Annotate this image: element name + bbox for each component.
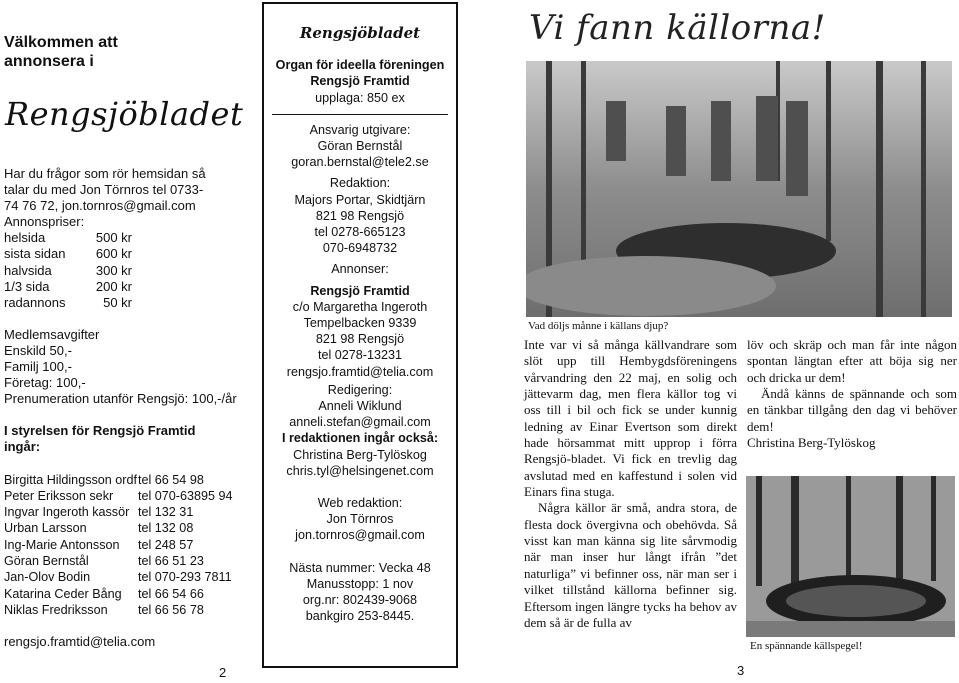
- board-member-row: [4, 569, 249, 585]
- fee-line: Företag: 100,-: [4, 375, 86, 391]
- next-issue: Nästa nummer: Vecka 48: [289, 560, 431, 575]
- board-member-row: [4, 504, 249, 520]
- photo-caption: En spännande källspegel!: [750, 640, 863, 652]
- contact-email: rengsjo.framtid@telia.com: [4, 634, 156, 650]
- member-name: Urban Larsson: [4, 521, 87, 536]
- board-member-row: [4, 520, 249, 536]
- price-label: helsida: [4, 230, 46, 246]
- organ-line: Organ för ideella föreningen: [275, 58, 445, 73]
- forest-group-photo: [526, 61, 952, 317]
- board-member-row: [4, 553, 249, 569]
- board-member-row: [4, 586, 249, 602]
- price-row: [4, 230, 249, 246]
- fee-line: Enskild 50,-: [4, 342, 72, 358]
- price-label: 1/3 sida: [4, 278, 50, 294]
- price-list: [4, 230, 249, 310]
- price-heading: Annonspriser:: [4, 214, 85, 230]
- price-row: [4, 246, 249, 262]
- member-name: Niklas Fredriksson: [4, 602, 108, 617]
- member-phone: tel 070-63895 94: [138, 488, 233, 503]
- member-name: Jan-Olov Bodin: [4, 570, 91, 585]
- masthead-title: Rengsjöbladet: [299, 24, 421, 42]
- contact-line: 74 76 72, jon.tornros@gmail.com: [4, 198, 196, 214]
- member-name: Katarina Ceder Bång: [4, 586, 122, 601]
- member-phone: tel 66 51 23: [138, 553, 204, 568]
- fee-heading: Medlemsavgifter: [4, 326, 100, 342]
- publisher-heading: Ansvarig utgivare:: [309, 122, 411, 137]
- member-phone: tel 66 56 78: [138, 602, 204, 617]
- price-row: [4, 263, 249, 279]
- photo-caption: Vad döljs månne i källans djup?: [528, 320, 669, 332]
- member-phone: tel 070-293 7811: [138, 570, 232, 585]
- price-label: halvsida: [4, 262, 52, 278]
- price-value: 600 kr: [95, 246, 132, 262]
- member-phone: tel 66 54 66: [138, 586, 204, 601]
- paragraph: Några källor är små, andra stora, de flesta dock övergivna och obehövda. Så visst kan man känna sig lite sårvmodig när man inser hur långt ifrån ”det naturliga” vi befinner oss, när man ser i vilket tillstånd källorna befinner sig. Eftersom ingen längre tycks ha behov av dem så är de fulla av: [524, 500, 737, 630]
- web-heading: Web redaktion:: [317, 496, 403, 511]
- editorial-heading: Redaktion:: [329, 176, 391, 191]
- edition-line: upplaga: 850 ex: [315, 90, 405, 105]
- price-label: radannons: [4, 294, 66, 310]
- fee-line: Prenumeration utanför Rengsjö: 100,-/år: [4, 391, 237, 407]
- price-row: [4, 295, 249, 311]
- price-row: [4, 279, 249, 295]
- editing-heading: Redigering:: [327, 382, 393, 397]
- board-heading: I styrelsen för Rengsjö Framtid ingår:: [4, 423, 196, 455]
- article-column-1: [524, 337, 737, 631]
- paragraph: löv och skräp och man får inte någon spontan längtan efter att böja sig ner och dricka ur dem!: [747, 337, 957, 385]
- member-phone: tel 248 57: [138, 537, 194, 552]
- board-member-row: [4, 472, 249, 488]
- author-signature: Christina Berg-Tylöskog: [747, 435, 876, 451]
- page-number: 2: [219, 665, 227, 680]
- price-value: 500 kr: [95, 230, 132, 246]
- paragraph: Ändå känns de spännande och som en tänkbar tillgång den dag vi behöver dem!: [747, 386, 957, 434]
- member-phone: tel 66 54 98: [138, 472, 204, 487]
- fee-line: Familj 100,-: [4, 359, 72, 375]
- member-phone: tel 132 08: [138, 521, 194, 536]
- ads-heading: Annonser:: [331, 262, 389, 277]
- contact-line: Har du frågor som rör hemsidan så: [4, 166, 206, 181]
- price-value: 200 kr: [95, 278, 132, 294]
- board-member-row: [4, 488, 249, 504]
- spring-pool-photo: [746, 476, 955, 637]
- advert-column: [0, 0, 258, 683]
- paper-title: Rengsjöbladet: [5, 95, 244, 133]
- paragraph: Inte var vi så många källvandrare som slöt upp till Hembygdsföreningens vårvandring den 22 maj, en solig och jättevarm dag, men flera källor tog vi oss till i bil och fick se under kunnig ledning av Einar Evertson som direkt hade hörsammat mitt upprop i förra Rengsjö-bladet. Vi fick en trevlig dag avslutad med en kaffestund i solen vid Einars fina stuga.: [524, 337, 737, 500]
- page-number: 3: [737, 663, 745, 678]
- member-name: Ing-Marie Antonsson: [4, 537, 120, 552]
- advert-info: [4, 166, 249, 650]
- board-members: [4, 472, 249, 619]
- article-headline: Vi fann källorna!: [529, 8, 826, 48]
- article-column-2: [747, 337, 957, 451]
- welcome-heading: Välkommen att annonsera i: [4, 34, 118, 70]
- board-member-row: [4, 537, 249, 553]
- ads-org: Rengsjö Framtid: [310, 283, 410, 298]
- price-value: 300 kr: [95, 262, 132, 278]
- member-name: Birgitta Hildingsson ordf: [4, 472, 137, 487]
- member-phone: tel 132 31: [138, 505, 194, 520]
- price-label: sista sidan: [4, 246, 66, 262]
- member-name: Göran Bernstål: [4, 553, 89, 568]
- member-name: Peter Eriksson sekr: [4, 488, 114, 503]
- also-heading: I redaktionen ingår också:: [281, 431, 439, 446]
- photo-illustration: [526, 61, 952, 317]
- member-name: Ingvar Ingeroth kassör: [4, 505, 130, 520]
- divider: [272, 114, 448, 115]
- contact-line: talar du med Jon Törnros tel 0733-: [4, 182, 204, 198]
- masthead-box: Rengsjöbladet Organ för ideella föreningen Rengsjö Framtid upplaga: 850 ex Ansvarig utgivare: Göran Bernstål goran.bernstal@tele2.se Redaktion: Majors Portar, Skidtjärn 821 98 Rengsjö tel 0278-665123 070-6948732 Annonser: Rengsjö Framtid c/o Margaretha Ingeroth Tempelbacken 9339 821 98 Rengsjö tel 0278-13231 rengsjo.framtid@telia.com Redigering: Anneli Wiklund anneli.stefan@gmail.com I redaktionen ingår också: Christina Berg-Tylöskog chris.tyl@helsingenet.com Web redaktion: Jon Törnros jon.tornros@gmail.com Nästa nummer: Vecka 48 Manusstopp: 1 nov org.nr: 802439-9068 bankgiro 253-8445.: [262, 2, 458, 668]
- organ-line: Rengsjö Framtid: [310, 74, 410, 89]
- photo-illustration: [746, 476, 955, 637]
- price-value: 50 kr: [103, 294, 132, 310]
- board-member-row: [4, 602, 249, 618]
